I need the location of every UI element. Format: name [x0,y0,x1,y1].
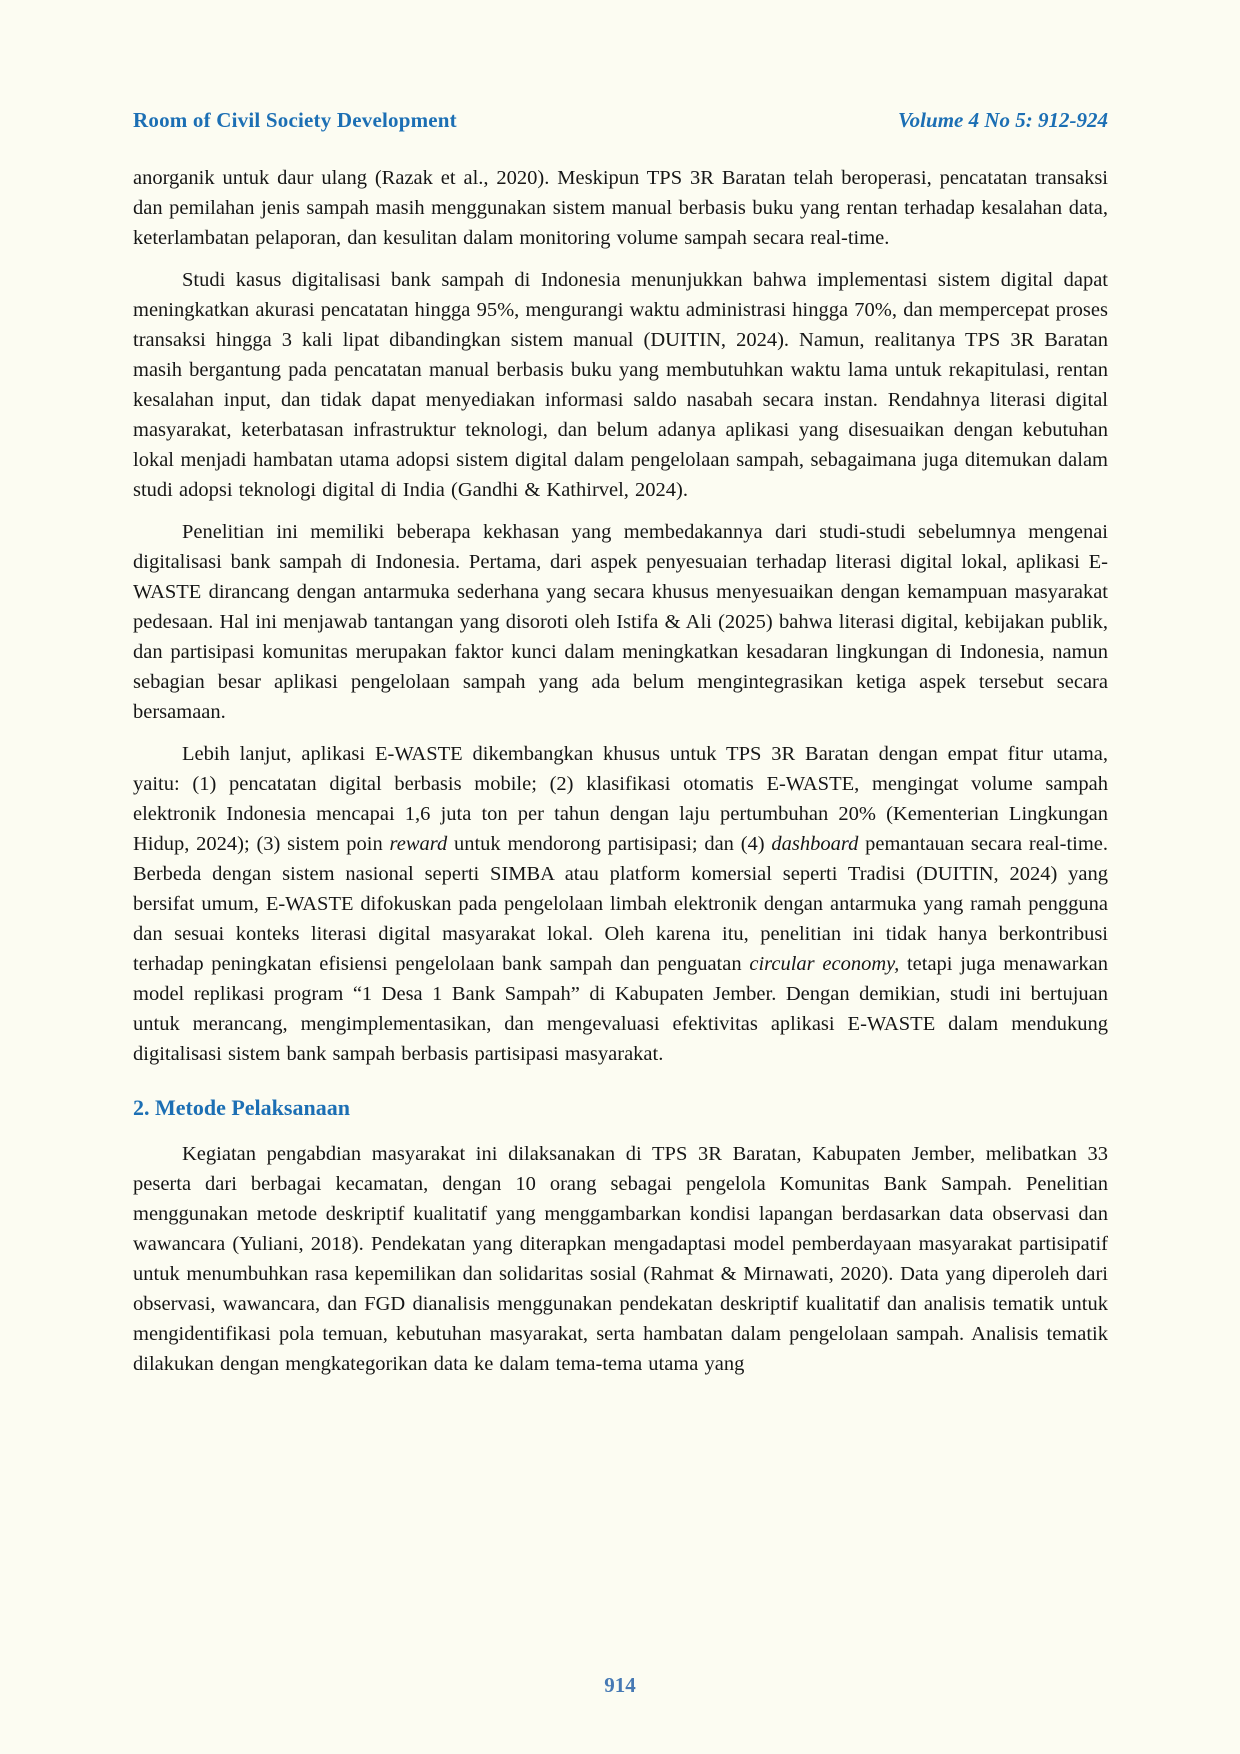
italic-term-dashboard: dashboard [771,833,859,855]
italic-term-circular-economy: circular economy, [749,953,900,975]
paragraph-text: anorganik untuk daur ulang (Razak et al., 2020). Meskipun TPS 3R Baratan telah beroperasi, pencatatan transaksi dan pemilahan jenis sampah masih menggunakan sistem manual berbasis buku yang rentan terhadap kesalahan data, keterlambatan pelaporan, dan kesulitan dalam monitoring volume sampah secara real-time. [133,167,1108,249]
italic-term-reward: reward [389,833,448,855]
paragraph-text: untuk mendorong partisipasi; dan (4) [447,833,772,855]
page-number: 914 [604,1673,636,1697]
paragraph-text: Penelitian ini memiliki beberapa kekhasan yang membedakannya dari studi-studi sebelumnya mengenai digitalisasi bank sampah di Indonesia. Pertama, dari aspek penyesuaian terhadap literasi digital lokal, aplikasi E-WASTE dirancang dengan antarmuka sederhana yang secara khusus menyesuaikan dengan kemampuan masyarakat pedesaan. Hal ini menjawab tantangan yang disoroti oleh Istifa & Ali (2025) bahwa literasi digital, kebijakan publik, dan partisipasi komunitas merupakan faktor kunci dalam meningkatkan kesadaran lingkungan di Indonesia, namun sebagian besar aplikasi pengelolaan sampah yang ada belum mengintegrasikan ketiga aspek tersebut secara bersamaan. [133,521,1108,723]
journal-title: Room of Civil Society Development [133,108,457,132]
article-body [133,163,1108,1379]
section-heading-metode-pelaksanaan: 2. Metode Pelaksanaan [133,1095,350,1120]
page-header [133,108,1108,133]
paragraph-novelty [133,517,1108,727]
page-footer [0,1673,1240,1698]
paragraph-text: pemantauan secara real-time. Berbeda dengan sistem nasional seperti SIMBA atau platform komersial seperti Tradisi (DUITIN, 2024) yang bersifat umum, E-WASTE difokuskan pada pengelolaan limbah elektronik dengan antarmuka yang ramah pengguna dan sesuai konteks literasi digital masyarakat lokal. Oleh karena itu, penelitian ini tidak hanya berkontribusi terhadap peningkatan efisiensi pengelolaan bank sampah dan penguatan [133,833,1109,975]
paragraph-continuation [133,163,1108,253]
paragraph-text: Kegiatan pengabdian masyarakat ini dilaksanakan di TPS 3R Baratan, Kabupaten Jember, melibatkan 33 peserta dari berbagai kecamatan, dengan 10 orang sebagai pengelola Komunitas Bank Sampah. Penelitian menggunakan metode deskriptif kualitatif yang menggambarkan kondisi lapangan berdasarkan data observasi dan wawancara (Yuliani, 2018). Pendekatan yang diterapkan mengadaptasi model pemberdayaan masyarakat partisipatif untuk menumbuhkan rasa kepemilikan dan solidaritas sosial (Rahmat & Mirnawati, 2020). Data yang diperoleh dari observasi, wawancara, dan FGD dianalisis menggunakan pendekatan deskriptif kualitatif dan analisis tematik untuk mengidentifikasi pola temuan, kebutuhan masyarakat, serta hambatan dalam pengelolaan sampah. Analisis tematik dilakukan dengan mengkategorikan data ke dalam tema-tema utama yang [133,1143,1108,1375]
volume-info: Volume 4 No 5: 912-924 [898,108,1108,132]
paragraph-text: Lebih lanjut, aplikasi E-WASTE dikembangkan khusus untuk TPS 3R Baratan dengan empat fitur utama, yaitu: (1) pencatatan digital berbasis mobile; (2) klasifikasi otomatis E-WASTE, mengingat volume sampah elektronik Indonesia mencapai 1,6 juta ton per tahun dengan laju pertumbuhan 20% (Kementerian Lingkungan Hidup, 2024); (3) sistem poin [133,743,1108,855]
paragraph-features [133,739,1108,1069]
paragraph-case-study [133,265,1108,505]
paragraph-method [133,1139,1108,1379]
paragraph-text: Studi kasus digitalisasi bank sampah di Indonesia menunjukkan bahwa implementasi sistem digital dapat meningkatkan akurasi pencatatan hingga 95%, mengurangi waktu administrasi hingga 70%, dan mempercepat proses transaksi hingga 3 kali lipat dibandingkan sistem manual (DUITIN, 2024). Namun, realitanya TPS 3R Baratan masih bergantung pada pencatatan manual berbasis buku yang membutuhkan waktu lama untuk rekapitulasi, rentan kesalahan input, dan tidak dapat menyediakan informasi saldo nasabah secara instan. Rendahnya literasi digital masyarakat, keterbatasan infrastruktur teknologi, dan belum adanya aplikasi yang disesuaikan dengan kebutuhan lokal menjadi hambatan utama adopsi sistem digital dalam pengelolaan sampah, sebagaimana juga ditemukan dalam studi adopsi teknologi digital di India (Gandhi & Kathirvel, 2024). [133,269,1108,501]
paragraph-text: tetapi juga menawarkan model replikasi program “1 Desa 1 Bank Sampah” di Kabupaten Jember. Dengan demikian, studi ini bertujuan untuk merancang, mengimplementasikan, dan mengevaluasi efektivitas aplikasi E-WASTE dalam mendukung digitalisasi sistem bank sampah berbasis partisipasi masyarakat. [133,953,1108,1065]
